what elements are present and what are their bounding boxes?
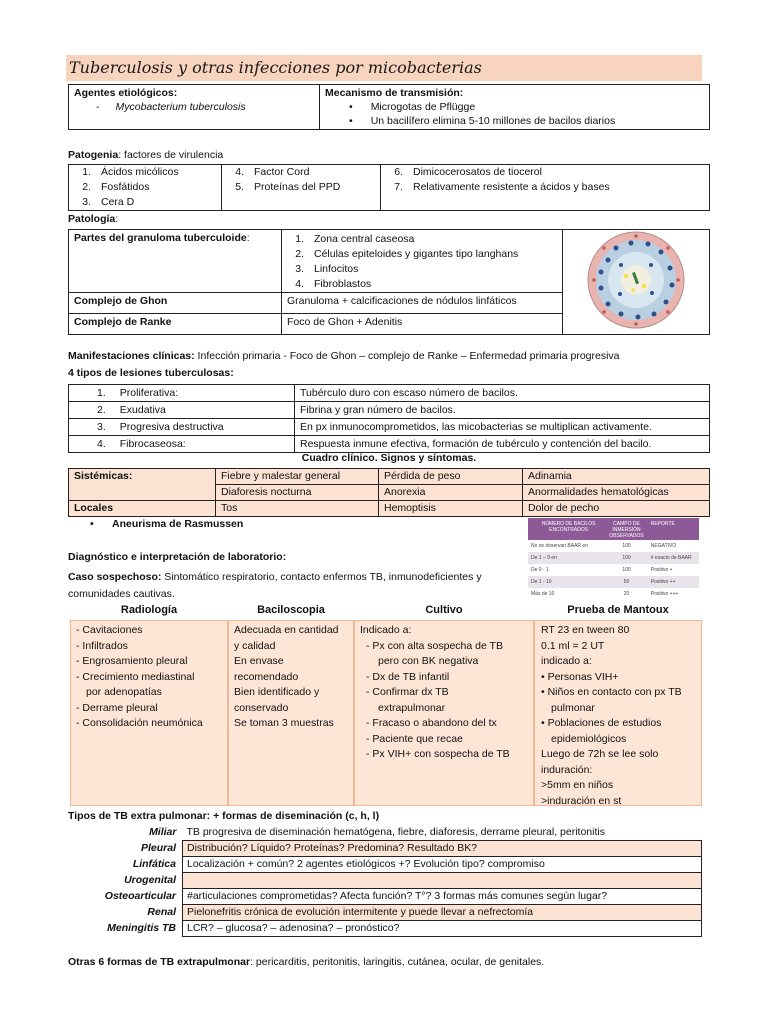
transmission-label: Mecanismo de transmisión: — [325, 87, 464, 99]
caso-sospechoso: Caso sospechoso: Sintomático respiratorio, contacto enfermos TB, inmunodeficientes y comunidades cautivas. — [68, 571, 482, 600]
ghon-label-cell: Complejo de Ghon — [69, 293, 282, 314]
otras-formas-line: Otras 6 formas de TB extrapulmonar: pericarditis, peritonitis, laringitis, cutánea, ocular, de genitales. — [68, 956, 545, 968]
agents-cell — [69, 85, 320, 130]
page-title: Tuberculosis y otras infecciones por micobacterias — [69, 58, 482, 77]
table-row: Urogenital — [68, 873, 702, 889]
granuloma-parts-cell — [282, 230, 563, 293]
table-row: 2. Exudativa Fibrina y gran número de bacilos. — [69, 402, 710, 419]
table-row: Linfática Localización + común? 2 agentes etiológicos +? Evolución tipo? compromiso — [68, 857, 702, 873]
list-item: 6. Dimicocerosatos de tiocerol — [394, 166, 542, 178]
list-item: 3. Cera D — [82, 196, 135, 208]
diagnostico-heading: Diagnóstico e interpretación de laboratorio: — [68, 551, 287, 563]
table-row: Más de 10 20 Positivo +++ — [531, 591, 679, 597]
baciloscopia-report-table: NÚMERO DE BACILOS ENCONTRADOS CAMPO DE INMERSIÓN OBSERVADOS REPORTE No se observan BAAR en 100 NEGATIVO De 1 – 9 en 100 # exacto de BAAR De 0 - 1 100 Positivo + De 1 - 10 50 Positivo ++ Más de 10 20 Positivo +++ — [528, 518, 699, 602]
ghon-text-cell: Granuloma + calcificaciones de nódulos linfáticos — [282, 293, 563, 314]
baciloscopia-column: Adecuada en cantidad y calidad En envase recomendado Bien identificado y conservado Se toman 3 muestras — [228, 620, 354, 806]
radiologia-column: - Cavitaciones - Infiltrados - Engrosamiento pleural - Crecimiento mediastinal por adenopatías - Derrame pleural - Consolidación neumónica — [70, 620, 228, 806]
table-row: De 1 - 10 50 Positivo ++ — [528, 576, 699, 588]
aneurisma-item: • Aneurisma de Rasmussen — [90, 518, 244, 530]
lesiones-table — [68, 384, 710, 453]
ranke-label-cell: Complejo de Ranke — [69, 314, 282, 335]
agents-item: Mycobacterium tuberculosis — [115, 101, 246, 113]
mantoux-column: RT 23 en tween 80 0.1 ml = 2 UT indicado a: • Personas VIH+ • Niños en contacto con px TB pulmonar • Poblaciones de estudios epidemiológicos Luego de 72h se lee solo induración: >5mm en niños >induración en st — [534, 620, 702, 806]
baciloscopia-title: Baciloscopia — [257, 604, 325, 616]
sistemicas-label: Sistémicas: — [69, 469, 216, 485]
extrapulmonar-table — [68, 825, 702, 937]
patogenia-heading: Patogenia: factores de virulencia — [68, 149, 224, 161]
cultivo-column: Indicado a: - Px con alta sospecha de TB pero con BK negativa - Dx de TB infantil - Confirmar dx TB extrapulmonar - Fracaso o abandono del tx - Paciente que recae - Px VIH+ con sospecha de TB — [354, 620, 534, 806]
list-item: 4. Factor Cord — [235, 166, 310, 178]
title-bar — [66, 55, 702, 81]
table-row: De 1 – 9 en 100 # exacto de BAAR — [528, 552, 699, 564]
ranke-text-cell: Foco de Ghon + Adenitis — [282, 314, 563, 335]
table-row: Meningitis TB LCR? – glucosa? – adenosina? – pronóstico? — [68, 921, 702, 937]
patogenia-table — [68, 164, 710, 211]
cuadro-title: Cuadro clínico. Signos y síntomas. — [301, 452, 477, 464]
list-item: 1. Zona central caseosa — [295, 233, 415, 245]
cuadro-table: Sistémicas: Fiebre y malestar general Pérdida de peso Adinamia Diaforesis nocturna Anorexia Anormalidades hematológicas Locales Tos Hemoptisis Dolor de pecho — [68, 468, 710, 517]
list-item: 7. Relativamente resistente a ácidos y bases — [394, 181, 610, 193]
list-item: 2. Células epiteloides y gigantes tipo langhans — [295, 248, 519, 260]
list-item: 2. Fosfátidos — [82, 181, 150, 193]
extrapulmonar-heading: Tipos de TB extra pulmonar: + formas de diseminación (c, h, l) — [68, 810, 380, 822]
locales-label: Locales — [69, 501, 216, 517]
mantoux-title: Prueba de Mantoux — [567, 604, 669, 616]
table-row: Osteoarticular #articulaciones comprometidas? Afecta función? T°? 3 formas más comunes según lugar? — [68, 889, 702, 905]
transmission-item: • Un bacilífero elimina 5-10 millones de bacilos diarios — [349, 115, 616, 127]
table-row: 4. Fibrocaseosa: Respuesta inmune efectiva, formación de tubérculo y contención del bacilo. — [69, 436, 710, 453]
agents-label: Agentes etiológicos: — [74, 87, 178, 99]
list-item: 1. Ácidos micólicos — [82, 166, 179, 178]
transmission-cell — [320, 85, 710, 130]
list-item: 5. Proteínas del PPD — [235, 181, 341, 193]
agents-dash: - — [96, 101, 100, 113]
transmission-item: • Microgotas de Pflügge — [349, 101, 476, 113]
lesiones-heading: 4 tipos de lesiones tuberculosas: — [68, 367, 234, 379]
granuloma-label-cell: Partes del granuloma tuberculoide: — [69, 230, 282, 293]
list-item: 4. Fibroblastos — [295, 278, 372, 290]
table-row: De 0 - 1 100 Positivo + — [531, 567, 673, 573]
patogenia-col3 — [381, 165, 710, 211]
list-item: 3. Linfocitos — [295, 263, 359, 275]
manifestaciones-line: Manifestaciones clínicas: Infección primaria - Foco de Ghon – complejo de Ranke – Enfermedad primaria progresiva — [68, 350, 620, 362]
table-row: No se observan BAAR en 100 NEGATIVO — [531, 543, 677, 549]
patogenia-col2 — [222, 165, 381, 211]
granuloma-image-cell — [563, 230, 710, 335]
table-row: 3. Progresiva destructiva En px inmunocomprometidos, las micobacterias se multiplican activamente. — [69, 419, 710, 436]
agents-transmission-table — [68, 84, 710, 130]
radiologia-title: Radiología — [120, 604, 178, 616]
table-row: Renal Pielonefritis crónica de evolución intermitente y puede llevar a nefrectomía — [68, 905, 702, 921]
patologia-heading: Patología: — [68, 213, 119, 225]
patologia-table — [68, 229, 710, 335]
table-row: 1. Proliferativa: Tubérculo duro con escaso número de bacilos. — [69, 385, 710, 402]
cultivo-title: Cultivo — [425, 604, 463, 616]
table-row: Miliar TB progresiva de diseminación hematógena, fiebre, diaforesis, derrame pleural, peritonitis — [149, 826, 605, 838]
granuloma-illustration — [586, 230, 686, 330]
table-row: Pleural Distribución? Líquido? Proteínas? Predomina? Resultado BK? — [68, 841, 702, 857]
patogenia-col1 — [69, 165, 222, 211]
